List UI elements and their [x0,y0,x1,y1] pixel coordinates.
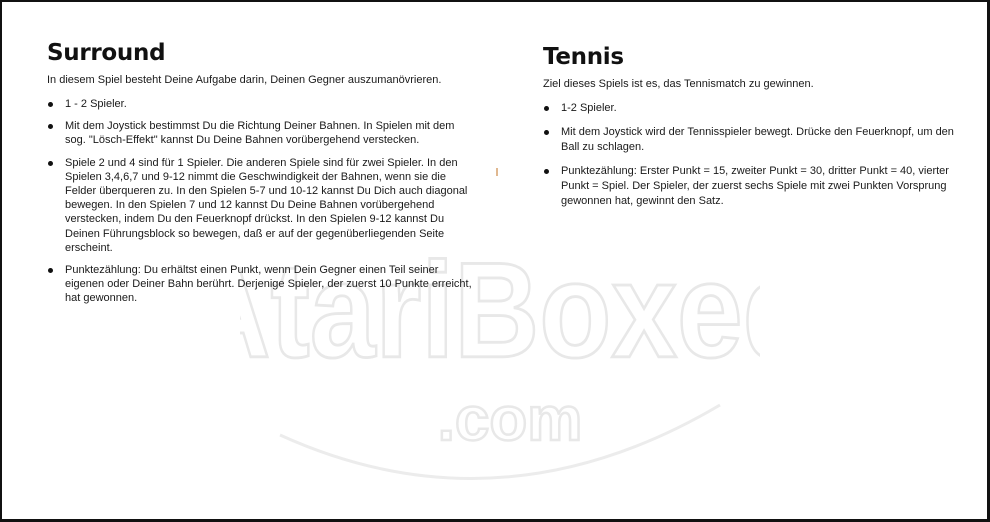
list-item [543,101,963,116]
list-item-text: Punktezählung: Du erhältst einen Punkt, wenn Dein Gegner einen Teil seiner eigenen oder Deiner Bahn berührt. Derjenige Spieler, der zuerst 10 Punkte erreicht, hat gewonnen. [65,264,472,305]
list-item [543,164,963,209]
list-item-text: Mit dem Joystick wird der Tennisspieler bewegt. Drücke den Feuerknopf, um den Ball zu schlagen. [561,126,954,153]
tennis-section [543,44,963,218]
watermark-text: tariBoxe [270,234,743,386]
bullet-icon [48,161,53,166]
list-item-text: 1-2 Spieler. [561,102,617,114]
bullet-icon [544,130,549,135]
list-item-text: Mit dem Joystick bestimmst Du die Richtung Deiner Bahnen. In Spielen mit dem sog. "Lösch-Effekt" kannst Du Deine Bahnen vorübergehend verstecken. [65,120,455,147]
bullet-icon [48,268,53,273]
list-item [47,263,472,306]
bullet-icon [544,106,549,111]
surround-section [47,40,472,314]
surround-title: Surround [47,40,166,66]
bullet-icon [48,102,53,107]
list-item [543,125,963,155]
list-item-text: Punktezählung: Erster Punkt = 15, zweiter Punkt = 30, dritter Punkt = 40, vierter Punkt = Spiel. Der Spieler, der zuerst sechs Spiele mit zwei Punkten Vorsprung gewonnen hat, gewinnt den Satz. [561,165,949,207]
surround-list [47,97,472,306]
list-item [47,156,472,255]
bullet-icon [48,124,53,129]
watermark-domain: .com [437,385,583,454]
list-item [47,119,472,147]
scan-border-left [0,0,2,522]
list-item [47,97,472,111]
tennis-intro: Ziel dieses Spiels ist es, das Tennismatch zu gewinnen. [543,78,814,90]
list-item-text: Spiele 2 und 4 sind für 1 Spieler. Die anderen Spiele sind für zwei Spieler. In den Spielen 3,4,6,7 und 9-12 nimmt die Geschwindigkeit der Bahnen, wenn sie die Felder überqueren zu. In den Spielen 5-7 und 10-12 kannst Du Dich auch diagonal bewegen. In den Spielen 7 und 12 kannst Du Deine Bahnen vorübergehend verstecken, indem Du den Feuerknopf drückst. In den Spielen 9-12 kannst Du Deinen Führungsblock so bewegen, daß er auf der gegenüberliegenden Seite erscheint. [65,156,468,254]
tennis-list [543,101,963,209]
tennis-title: Tennis [543,44,624,70]
surround-intro: In diesem Spiel besteht Deine Aufgabe darin, Deinen Gegner auszumanövrieren. [47,74,442,86]
bullet-icon [544,169,549,174]
page-fold-mark [496,168,498,176]
list-item-text: 1 - 2 Spieler. [65,98,127,110]
scan-border-top [0,0,990,2]
